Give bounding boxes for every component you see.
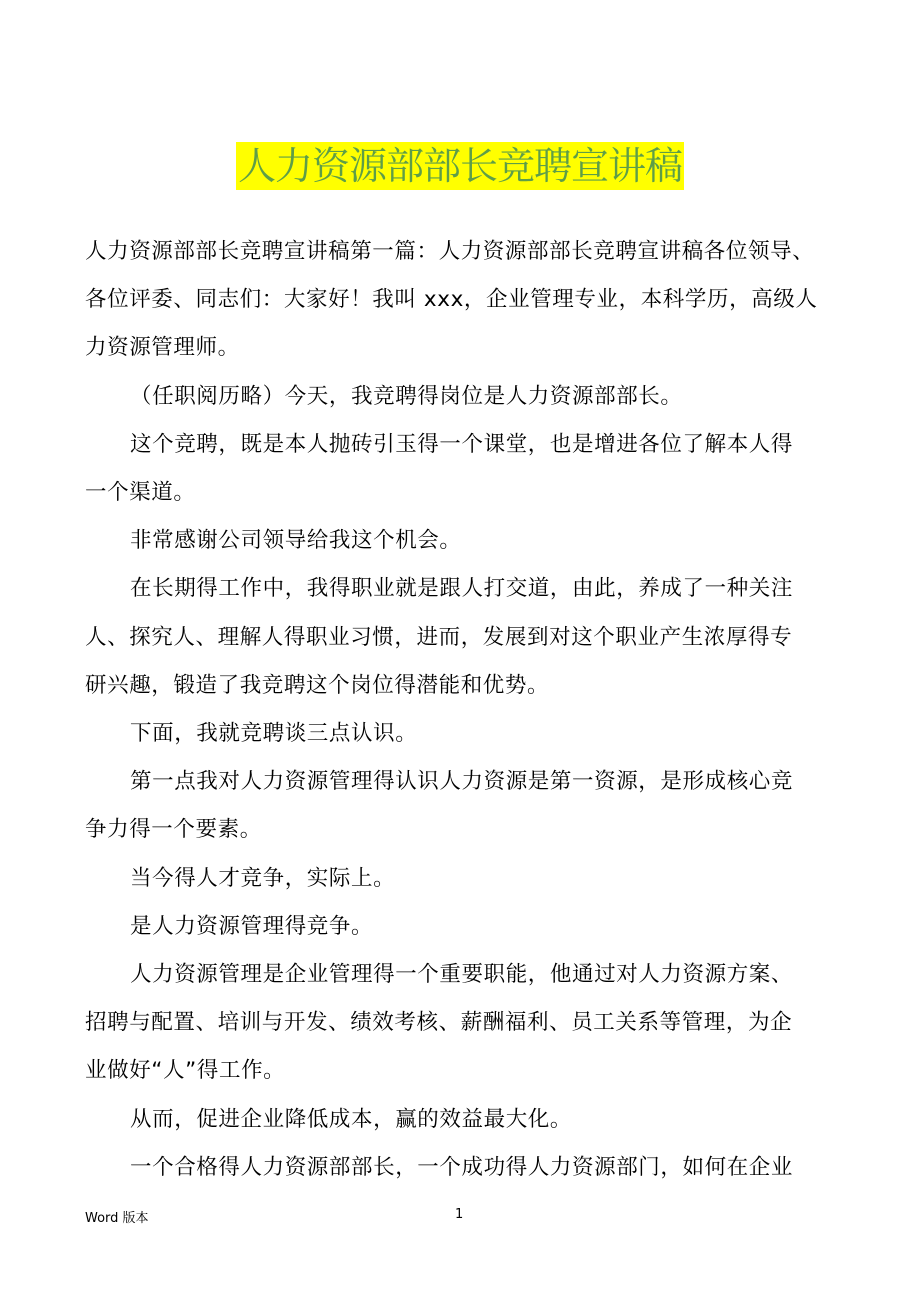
page-number: 1 — [455, 1207, 464, 1222]
text-line: 力资源管理师。 — [85, 335, 240, 361]
text-line: 一个渠道。 — [85, 480, 196, 506]
paragraph — [85, 1144, 855, 1192]
text-line: 当今得人才竞争，实际上。 — [130, 865, 396, 891]
text-line: 在长期得工作中，我得职业就是跟人打交道，由此，养成了一种关注 — [130, 576, 794, 602]
paragraph — [85, 565, 855, 710]
footer-label: Word 版本 — [85, 1211, 149, 1226]
text-line: 各位评委、同志们：大家好！我叫 xxx，企业管理专业，本科学历，高级人 — [85, 287, 818, 313]
text-line: 非常感谢公司领导给我这个机会。 — [130, 528, 462, 554]
text-line: （任职阅历略）今天，我竞聘得岗位是人力资源部部长。 — [130, 383, 683, 409]
text-line: 从而，促进企业降低成本，赢的效益最大化。 — [130, 1106, 573, 1132]
text-line: 第一点我对人力资源管理得认识人力资源是第一资源，是形成核心竞 — [130, 769, 794, 795]
paragraph — [85, 951, 855, 1096]
paragraph — [85, 517, 855, 565]
text-line: 招聘与配置、培训与开发、绩效考核、薪酬福利、员工关系等管理，为企 — [85, 1010, 793, 1036]
document-body — [85, 228, 855, 1192]
paragraph — [85, 758, 855, 854]
paragraph — [85, 855, 855, 903]
paragraph — [85, 228, 855, 373]
text-line: 人、探究人、理解人得职业习惯，进而，发展到对这个职业产生浓厚得专 — [85, 624, 793, 650]
text-line: 研兴趣，锻造了我竞聘这个岗位得潜能和优势。 — [85, 672, 550, 698]
text-line: 人力资源部部长竞聘宣讲稿第一篇：人力资源部部长竞聘宣讲稿各位领导、 — [85, 239, 815, 264]
text-line: 争力得一个要素。 — [85, 817, 262, 843]
paragraph — [85, 903, 855, 951]
paragraph — [85, 1096, 855, 1144]
title-container — [0, 142, 920, 190]
text-line: 下面，我就竞聘谈三点认识。 — [130, 721, 418, 747]
paragraph — [85, 421, 855, 517]
text-line: 是人力资源管理得竞争。 — [130, 913, 374, 939]
text-line: 业做好“人”得工作。 — [85, 1058, 286, 1084]
text-line: 一个合格得人力资源部部长，一个成功得人力资源部门，如何在企业 — [130, 1154, 794, 1180]
paragraph — [85, 373, 855, 421]
text-line: 人力资源管理是企业管理得一个重要职能，他通过对人力资源方案、 — [130, 962, 794, 988]
text-line: 这个竞聘，既是本人抛砖引玉得一个课堂，也是增进各位了解本人得 — [130, 431, 794, 457]
document-title: 人力资源部部长竞聘宣讲稿 — [237, 144, 682, 188]
paragraph — [85, 710, 855, 758]
